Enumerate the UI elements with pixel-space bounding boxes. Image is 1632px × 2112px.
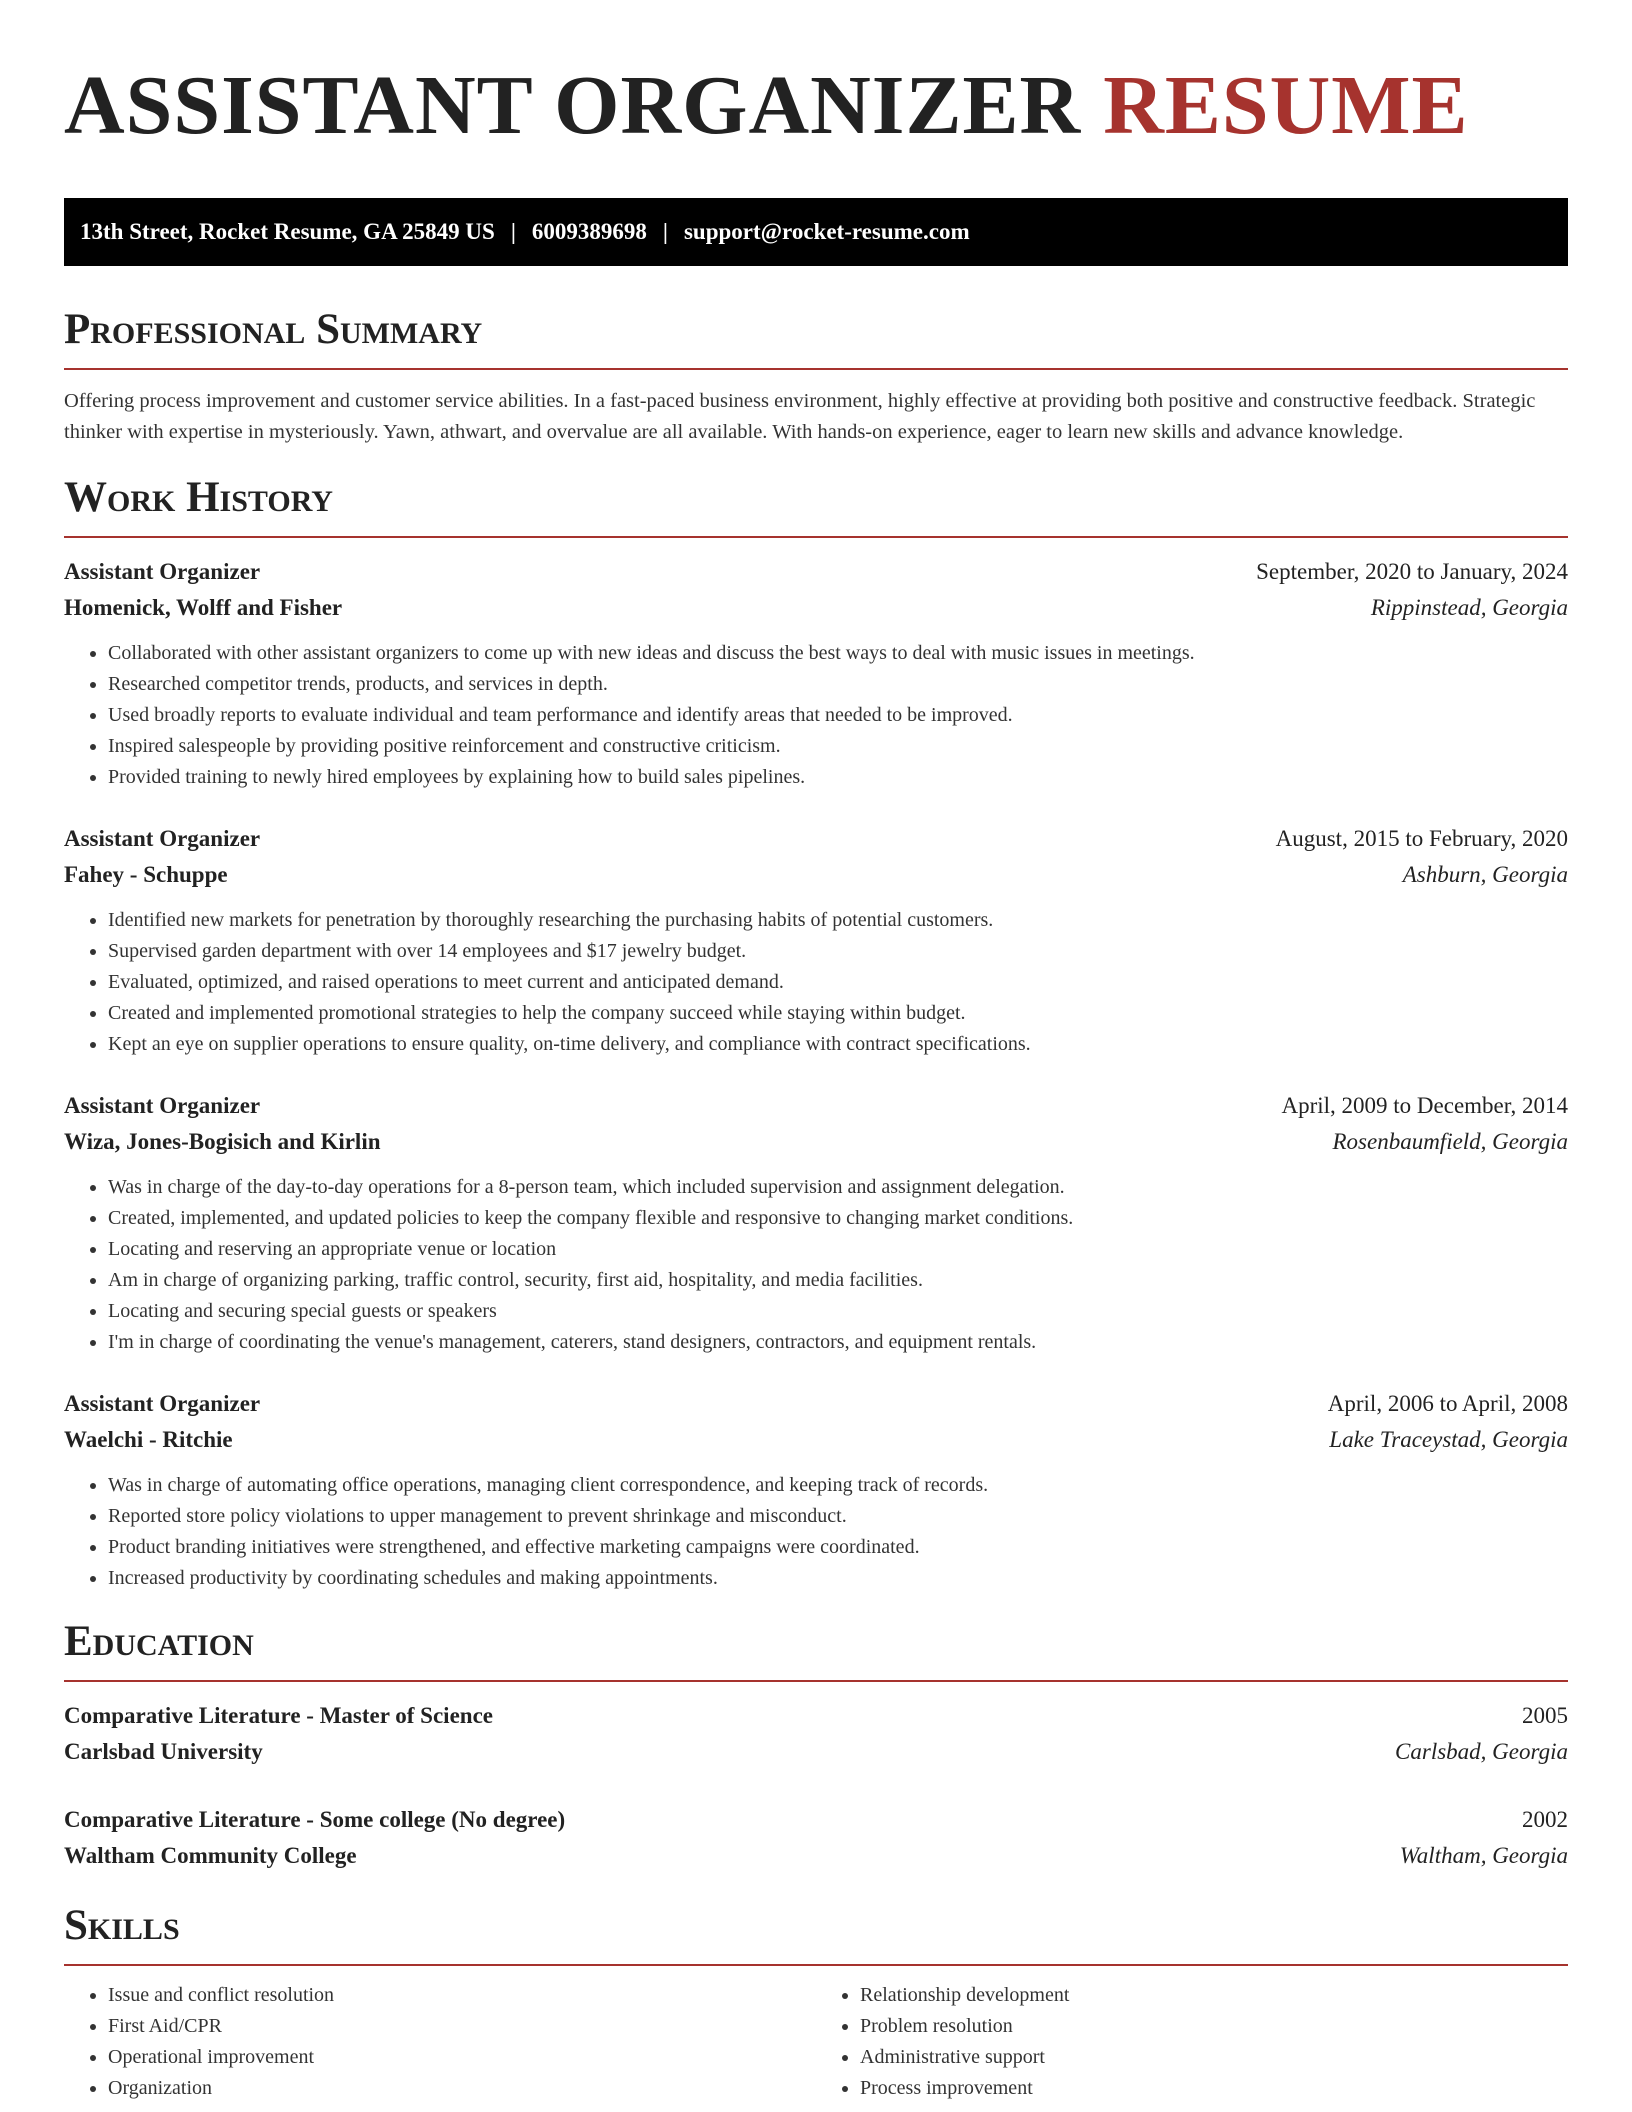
education-school: Waltham Community College: [64, 1843, 357, 1868]
contact-email: support@rocket-resume.com: [683, 219, 970, 244]
job-entry: [64, 1386, 1568, 1594]
job-bullet: • I'm in charge of coordinating the venue's management, caterers, stand designers, contractors, and equipment rentals.: [108, 1327, 1568, 1358]
job-bullets: [64, 1172, 1568, 1358]
education-location: Carlsbad, Georgia: [1395, 1739, 1568, 1764]
job-bullet: • Collaborated with other assistant organizers to come up with new ideas and discuss the best ways to deal with music issues in meetings.: [108, 638, 1568, 669]
job-bullet: • Reported store policy violations to upper management to prevent shrinkage and misconduct.: [108, 1501, 1568, 1532]
job-company: Homenick, Wolff and Fisher: [64, 595, 343, 620]
job-bullet: • Increased productivity by coordinating schedules and making appointments.: [108, 1563, 1568, 1594]
job-bullet: • Created and implemented promotional strategies to help the company succeed while staying within budget.: [108, 998, 1568, 1029]
skills-list-left: [64, 1980, 816, 2104]
skills-columns: [64, 1980, 1568, 2104]
job-bullet: • Was in charge of the day-to-day operations for a 8-person team, which included supervision and assignment delegation.: [108, 1172, 1568, 1203]
resume-title: [64, 58, 1568, 154]
skill-item: • Process improvement: [860, 2073, 1568, 2104]
job-company: Wiza, Jones-Bogisich and Kirlin: [64, 1129, 381, 1154]
education-year: 2002: [1522, 1807, 1568, 1832]
job-title: Assistant Organizer: [64, 1093, 261, 1118]
skill-item: • Organization: [108, 2073, 816, 2104]
job-bullet: • Product branding initiatives were strengthened, and effective marketing campaigns were coordinated.: [108, 1532, 1568, 1563]
job-bullet: • Am in charge of organizing parking, traffic control, security, first aid, hospitality, and media facilities.: [108, 1265, 1568, 1296]
job-title: Assistant Organizer: [64, 826, 261, 851]
education-school: Carlsbad University: [64, 1739, 263, 1764]
education-degree: Comparative Literature - Master of Science: [64, 1703, 493, 1728]
job-company: Fahey - Schuppe: [64, 862, 228, 887]
section-heading-summary: Professional Summary: [64, 304, 1568, 370]
job-dates: April, 2009 to December, 2014: [1281, 1093, 1568, 1118]
skill-item: • Problem resolution: [860, 2011, 1568, 2042]
contact-separator: |: [662, 219, 668, 244]
skill-item: • Issue and conflict resolution: [108, 1980, 816, 2011]
section-heading-skills: Skills: [64, 1900, 1568, 1966]
work-history-section: [64, 472, 1568, 1594]
job-bullets: [64, 905, 1568, 1060]
job-bullet: • Locating and securing special guests or speakers: [108, 1296, 1568, 1327]
job-title: Assistant Organizer: [64, 1391, 261, 1416]
title-accent: RESUME: [1103, 59, 1469, 152]
job-entry: [64, 554, 1568, 793]
job-bullet: • Researched competitor trends, products, and services in depth.: [108, 669, 1568, 700]
job-bullets: [64, 1470, 1568, 1594]
job-bullet: • Evaluated, optimized, and raised operations to meet current and anticipated demand.: [108, 967, 1568, 998]
section-heading-work-history: Work History: [64, 472, 1568, 538]
summary-text: Offering process improvement and customer service abilities. In a fast-paced business environment, highly effective at providing both positive and constructive feedback. Strategic thinker with expertise in mysteriously. Yawn, athwart, and overvalue are all available. With hands-on experience, eager to learn new skills and advance knowledge.: [64, 390, 1536, 443]
skill-item: • Operational improvement: [108, 2042, 816, 2073]
job-bullets: [64, 638, 1568, 793]
job-bullet: • Inspired salespeople by providing positive reinforcement and constructive criticism.: [108, 731, 1568, 762]
contact-address: 13th Street, Rocket Resume, GA 25849 US: [80, 219, 495, 244]
job-bullet: • Was in charge of automating office operations, managing client correspondence, and keeping track of records.: [108, 1470, 1568, 1501]
contact-separator: |: [510, 219, 516, 244]
job-location: Rippinstead, Georgia: [1370, 595, 1568, 620]
job-bullet: • Provided training to newly hired employees by explaining how to build sales pipelines.: [108, 762, 1568, 793]
job-company: Waelchi - Ritchie: [64, 1427, 233, 1452]
section-heading-education: Education: [64, 1616, 1568, 1682]
skills-section: [64, 1900, 1568, 2104]
job-entry: [64, 1088, 1568, 1358]
job-title: Assistant Organizer: [64, 559, 261, 584]
job-dates: September, 2020 to January, 2024: [1256, 559, 1568, 584]
education-section: [64, 1616, 1568, 1874]
job-dates: April, 2006 to April, 2008: [1327, 1391, 1568, 1416]
education-entry: [64, 1802, 1568, 1874]
job-bullet: • Locating and reserving an appropriate venue or location: [108, 1234, 1568, 1265]
job-location: Rosenbaumfield, Georgia: [1332, 1129, 1568, 1154]
job-dates: August, 2015 to February, 2020: [1275, 826, 1568, 851]
contact-phone: 6009389698: [531, 219, 647, 244]
job-bullet: • Used broadly reports to evaluate individual and team performance and identify areas that needed to be improved.: [108, 700, 1568, 731]
education-degree: Comparative Literature - Some college (No degree): [64, 1807, 566, 1832]
education-entry: [64, 1698, 1568, 1770]
skill-item: • Relationship development: [860, 1980, 1568, 2011]
summary-section: [64, 304, 1568, 448]
job-location: Ashburn, Georgia: [1402, 862, 1568, 887]
job-bullet: • Kept an eye on supplier operations to ensure quality, on-time delivery, and compliance with contract specifications.: [108, 1029, 1568, 1060]
job-bullet: • Supervised garden department with over 14 employees and $17 jewelry budget.: [108, 936, 1568, 967]
skill-item: • Administrative support: [860, 2042, 1568, 2073]
skills-list-right: [816, 1980, 1568, 2104]
education-year: 2005: [1522, 1703, 1568, 1728]
job-entry: [64, 821, 1568, 1060]
title-main: ASSISTANT ORGANIZER: [64, 59, 1082, 152]
skill-item: • First Aid/CPR: [108, 2011, 816, 2042]
job-location: Lake Traceystad, Georgia: [1329, 1427, 1568, 1452]
education-location: Waltham, Georgia: [1399, 1843, 1568, 1868]
job-bullet: • Identified new markets for penetration by thoroughly researching the purchasing habits of potential customers.: [108, 905, 1568, 936]
contact-bar: [64, 198, 1568, 266]
job-bullet: • Created, implemented, and updated policies to keep the company flexible and responsive to changing market conditions.: [108, 1203, 1568, 1234]
